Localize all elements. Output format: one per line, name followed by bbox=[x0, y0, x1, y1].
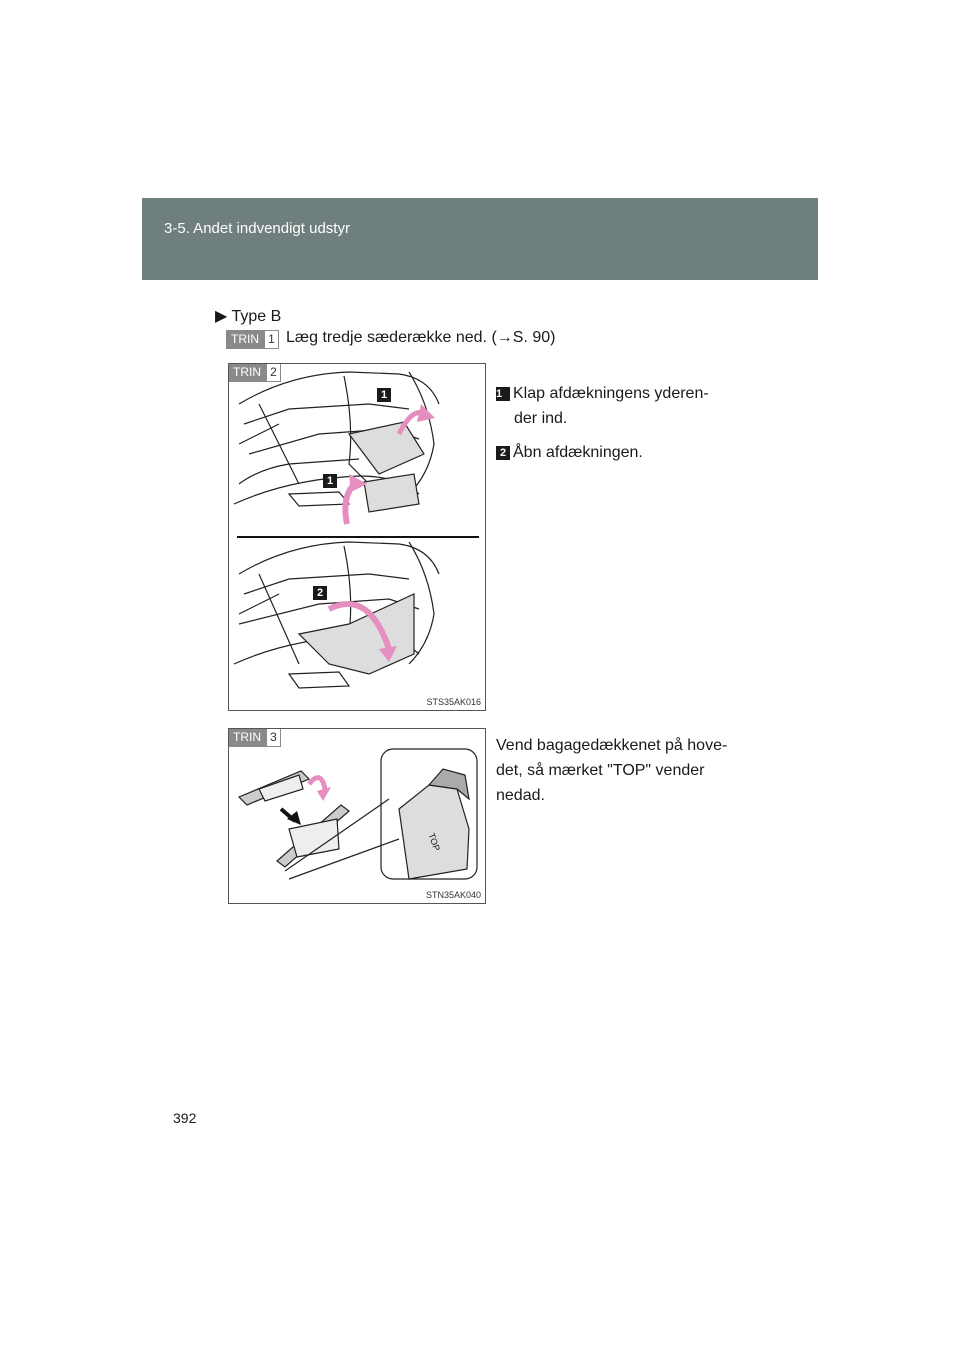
step-word: TRIN bbox=[228, 363, 266, 382]
page-number: 392 bbox=[173, 1110, 197, 1126]
callout-2: 2 bbox=[313, 586, 327, 600]
step-3-text bbox=[496, 733, 744, 808]
step-badge-1 bbox=[226, 330, 279, 349]
item-marker-2: 2 bbox=[496, 446, 510, 460]
top-label: TOP bbox=[426, 831, 443, 853]
step-word: TRIN bbox=[228, 728, 266, 747]
item-1-line-2: der ind. bbox=[514, 410, 568, 427]
step-number: 2 bbox=[266, 363, 281, 382]
type-label-line bbox=[215, 306, 281, 326]
figure-code: STS35AK016 bbox=[426, 697, 481, 707]
item-2-text: Åbn afdækningen. bbox=[513, 444, 643, 461]
step-badge-2 bbox=[228, 363, 281, 382]
step-2-figure bbox=[228, 363, 486, 711]
step-1-text: Læg tredje sæderække ned. (→S. 90) bbox=[286, 329, 556, 346]
section-title: 3-5. Andet indvendigt udstyr bbox=[164, 220, 350, 237]
step-3-line-3: nedad. bbox=[496, 787, 545, 804]
item-1-line-1: Klap afdækningens yderen- bbox=[513, 385, 709, 402]
type-label: Type B bbox=[231, 308, 282, 325]
step-badge-3 bbox=[228, 728, 281, 747]
cargo-cover-illustration bbox=[229, 729, 485, 903]
section-header bbox=[142, 198, 818, 280]
callout-1-upper: 1 bbox=[377, 388, 391, 402]
step-number: 1 bbox=[264, 330, 279, 349]
step-3-line-1: Vend bagagedækkenet på hove- bbox=[496, 737, 728, 754]
item-marker-1: 1 bbox=[496, 387, 510, 401]
step-2-item-1 bbox=[496, 381, 744, 406]
step-2-item-2 bbox=[496, 440, 744, 465]
step-3-figure bbox=[228, 728, 486, 904]
triangle-marker-icon: ▶ bbox=[215, 308, 228, 325]
step-word: TRIN bbox=[226, 330, 264, 349]
figure-code: STN35AK040 bbox=[425, 890, 481, 900]
callout-1-lower: 1 bbox=[323, 474, 337, 488]
step-number: 3 bbox=[266, 728, 281, 747]
step-2-item-1-cont bbox=[514, 406, 744, 431]
cargo-area-illustration bbox=[229, 364, 485, 710]
step-3-line-2: det, så mærket "TOP" vender bbox=[496, 762, 705, 779]
